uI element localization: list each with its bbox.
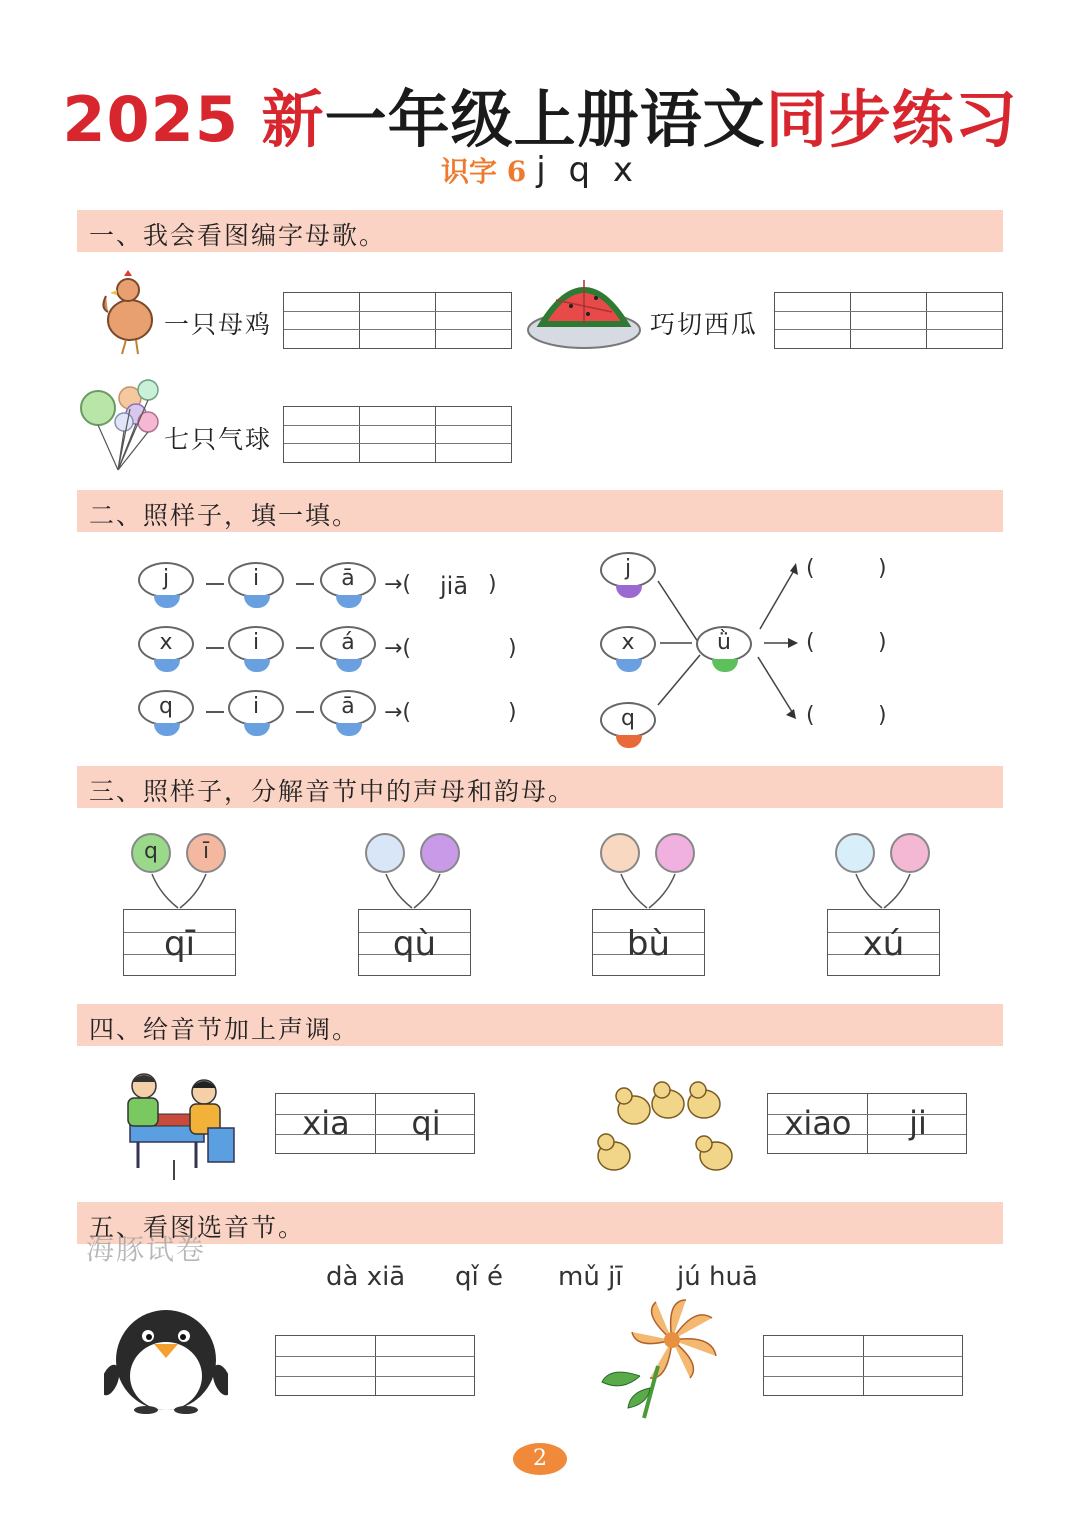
balloon-initial[interactable] (835, 833, 875, 873)
subtitle (0, 150, 1080, 190)
lesson-label: 识字 6 (441, 155, 527, 188)
answer-grid-penguin[interactable] (275, 1335, 475, 1396)
syllable-text: xiao (784, 1104, 852, 1142)
syllable-box: bù (592, 909, 705, 976)
paren-close: ) (878, 556, 887, 581)
syllable-text: ji (909, 1104, 927, 1142)
arrow-icon: →( (384, 572, 412, 597)
chrysanthemum-icon (600, 1296, 732, 1422)
balloon-strings (609, 872, 699, 912)
section2-heading: 二、照样子，填一填。 (89, 501, 360, 530)
balloon-final: ī (186, 833, 226, 873)
balloon-final[interactable] (890, 833, 930, 873)
section2-header (77, 490, 1003, 532)
watermark: 海豚试卷 (86, 1233, 207, 1266)
paren-close: ) (878, 630, 887, 655)
mushroom-letter: i (228, 626, 286, 672)
balloon-final[interactable] (420, 833, 460, 873)
balloon-initial: q (131, 833, 171, 873)
balloon-strings (140, 872, 230, 912)
balloon-strings (844, 872, 934, 912)
answer-blank[interactable]: →( (384, 700, 412, 725)
mushroom-letter: ā (320, 562, 378, 608)
section4-header (77, 1004, 1003, 1046)
mushroom-letter: á (320, 626, 378, 672)
page-number: 2 (513, 1443, 567, 1475)
writing-grid-hen[interactable] (283, 292, 512, 349)
hen-label: 一只母鸡 (164, 310, 273, 339)
tone-grid-1[interactable] (275, 1093, 475, 1154)
section5-heading: 五、看图选音节。 (89, 1213, 306, 1242)
answer-blank[interactable]: ( (806, 703, 815, 728)
watermelon-icon (526, 268, 644, 352)
balloon-strings (374, 872, 464, 912)
option-syllable[interactable]: dà xiā (326, 1262, 406, 1292)
section4-heading: 四、给音节加上声调。 (89, 1015, 360, 1044)
paren-close: ) (508, 636, 517, 661)
chicks-icon (590, 1074, 746, 1178)
paren-close: ) (878, 703, 887, 728)
balloons-icon (78, 376, 162, 472)
title-main: 一年级上册语文 (324, 83, 766, 156)
syllable-text: qi (411, 1104, 441, 1142)
balloon-initial[interactable] (365, 833, 405, 873)
syllable-text: xia (302, 1104, 350, 1142)
mushroom-letter: q (138, 690, 196, 736)
option-syllable[interactable]: qǐ é (455, 1262, 503, 1292)
penguin-icon (104, 1300, 228, 1414)
option-syllable[interactable]: jú huā (677, 1262, 758, 1292)
answer-sample: jiā (440, 572, 469, 600)
kids-playing-chess-icon (104, 1068, 240, 1182)
balloon-initial[interactable] (600, 833, 640, 873)
mushroom-center: ǜ (696, 626, 754, 672)
option-syllable[interactable]: mǔ jī (558, 1262, 623, 1292)
syllable-box: qù (358, 909, 471, 976)
section3-header (77, 766, 1003, 808)
paren-close: ) (488, 572, 497, 597)
writing-grid-balloons[interactable] (283, 406, 512, 463)
watermelon-label: 巧切西瓜 (650, 310, 759, 339)
writing-grid-watermelon[interactable] (774, 292, 1003, 349)
section3-heading: 三、照样子，分解音节中的声母和韵母。 (89, 777, 576, 806)
title-suffix: 同步练习 (765, 83, 1018, 156)
mushroom-letter: j (138, 562, 196, 608)
mushroom-letter: ā (320, 690, 378, 736)
syllable-box: qī (123, 909, 236, 976)
title-year: 2025 新 (62, 83, 325, 156)
section5-header (77, 1202, 1003, 1244)
mushroom-letter: x (138, 626, 196, 672)
answer-blank[interactable]: ( (806, 556, 815, 581)
tone-grid-2[interactable] (767, 1093, 967, 1154)
section1-heading: 一、我会看图编字母歌。 (89, 221, 387, 250)
mushroom-letter: x (600, 626, 658, 672)
section1-header (77, 210, 1003, 252)
mushroom-letter: i (228, 562, 286, 608)
answer-blank[interactable]: ( (806, 630, 815, 655)
mushroom-letter: j (600, 552, 658, 598)
balloons-label: 七只气球 (164, 425, 273, 454)
page-title (0, 70, 1080, 159)
mushroom-letter: i (228, 690, 286, 736)
balloon-final[interactable] (655, 833, 695, 873)
lesson-letters: j q x (536, 150, 639, 190)
mushroom-letter: q (600, 702, 658, 748)
answer-blank[interactable]: →( (384, 636, 412, 661)
paren-close: ) (508, 700, 517, 725)
syllable-box: xú (827, 909, 940, 976)
answer-grid-chrysanthemum[interactable] (763, 1335, 963, 1396)
hen-icon (98, 262, 158, 356)
